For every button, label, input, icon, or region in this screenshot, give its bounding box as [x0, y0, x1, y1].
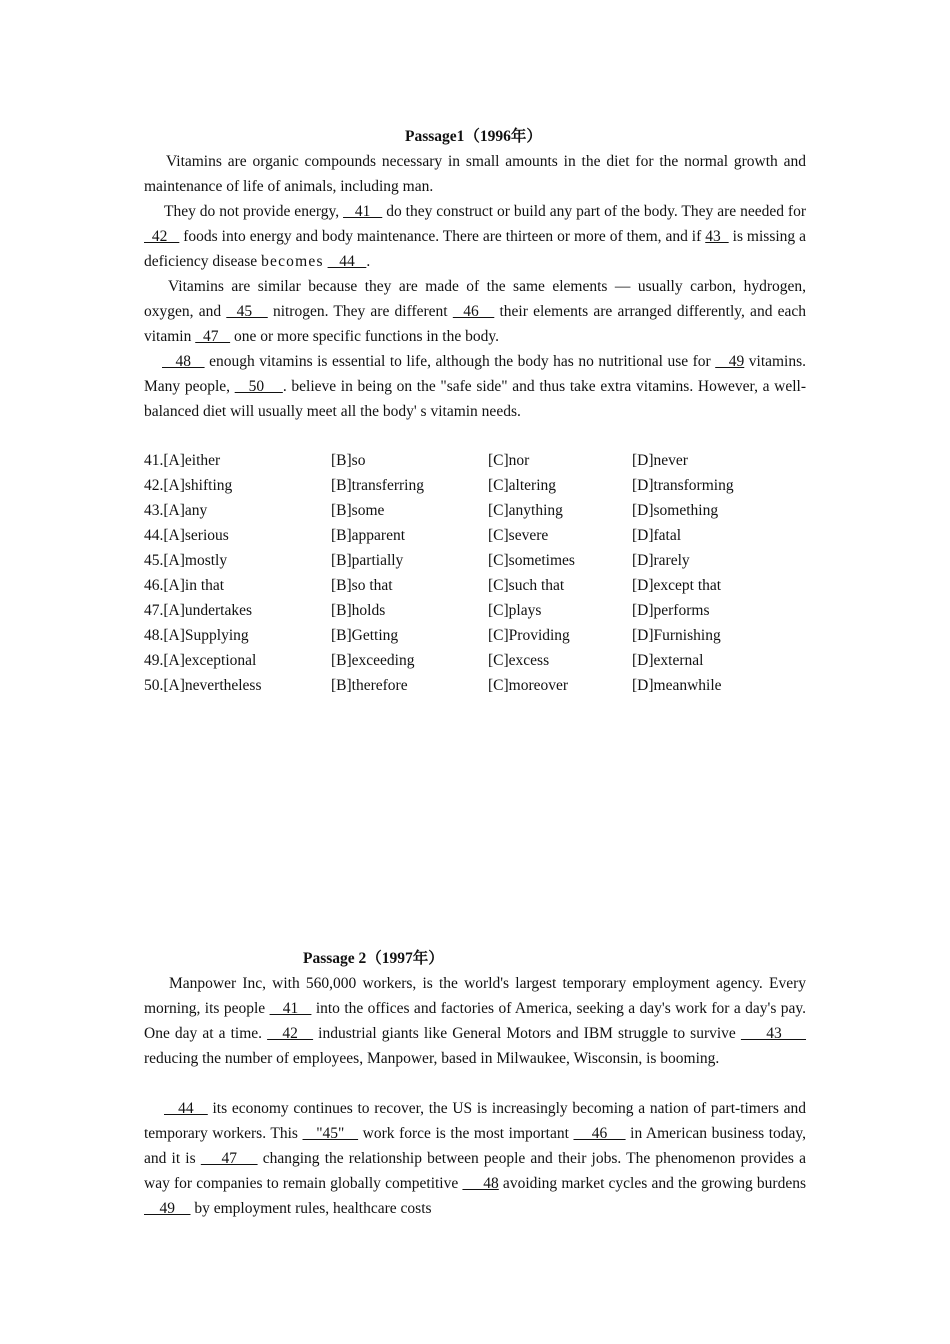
text-run: Vitamins are similar because they are made of the same elements — usually carbon, hydrogen, oxygen, and — [144, 278, 806, 320]
option: [C]Providing — [488, 627, 570, 644]
option: [C]sometimes — [488, 552, 575, 569]
blank-47: 47 — [200, 1150, 258, 1167]
text-run: their elements are arranged differently, and each vitamin — [144, 303, 807, 345]
text-run: is missing a deficiency disease — [144, 228, 807, 270]
blank-43: 43 — [705, 228, 729, 245]
option: 49.[A]exceptional — [144, 652, 257, 669]
passage1-paragraph-1: Vitamins are organic compounds necessary in small amounts in the diet for the normal growth and maintenance of life of animals, including man. — [144, 153, 806, 195]
blank-41: 41 — [343, 203, 383, 220]
option: [C]moreover — [488, 677, 569, 694]
option: [B]some — [331, 502, 385, 519]
text-run: do they construct or build any part of the body. They are needed for — [382, 203, 807, 220]
option-row-48 — [144, 623, 844, 648]
text-run: industrial giants like General Motors and IBM struggle to survive — [313, 1025, 741, 1042]
option-row-50 — [144, 673, 844, 698]
option: [D]performs — [632, 602, 710, 619]
option: 43.[A]any — [144, 502, 208, 519]
blank-47: 47 — [195, 328, 231, 345]
option-row-49 — [144, 648, 844, 673]
option: [D]fatal — [632, 527, 682, 544]
option: [D]transforming — [632, 477, 734, 494]
option: [D]external — [632, 652, 704, 669]
text-run: changing the relationship between people and their jobs. The phenomenon provides a way for companies to remain globally competitive — [144, 1150, 806, 1192]
passage2-title: Passage 2（1997年） — [303, 950, 444, 967]
option: [B]partially — [331, 552, 404, 569]
text-run: They do not provide energy, — [164, 203, 344, 220]
text-run: into the offices and factories of America, seeking a day's work for a day's pay. One day at a time. — [144, 1000, 806, 1042]
text-run: enough vitamins is essential to life, although the body has no nutritional use for — [204, 353, 716, 370]
options-list — [144, 448, 844, 698]
option-row-44 — [144, 523, 844, 548]
blank-41: 41 — [269, 1000, 312, 1017]
text-run: one or more specific functions in the body. — [230, 328, 499, 345]
option: [D]something — [632, 502, 719, 519]
option: [D]never — [632, 452, 688, 469]
option: [B]Getting — [331, 627, 399, 644]
text-run: . — [366, 253, 371, 270]
option: [D]rarely — [632, 552, 690, 569]
option: 47.[A]undertakes — [144, 602, 253, 619]
text-run: its economy continues to recover, the US is increasingly becoming a nation of part-timers and temporary workers. This — [144, 1100, 806, 1142]
option: [D]except that — [632, 577, 722, 594]
blank-44: 44 — [327, 253, 367, 270]
option: [D]meanwhile — [632, 677, 722, 694]
option: [B]so — [331, 452, 366, 469]
blank-50: 50 — [234, 378, 283, 395]
option: 42.[A]shifting — [144, 477, 233, 494]
option: 41.[A]either — [144, 452, 221, 469]
blank-49: 49 — [144, 1200, 191, 1217]
option-row-42 — [144, 473, 844, 498]
text-run: reducing the number of employees, Manpower, based in Milwaukee, Wisconsin, is booming. — [144, 1050, 720, 1067]
passage1-title: Passage1（1996年） — [405, 128, 542, 145]
option: [B]so that — [331, 577, 393, 594]
option-row-43 — [144, 498, 844, 523]
passage1-paragraph-4 — [144, 349, 806, 424]
option: [C]such that — [488, 577, 565, 594]
option: [C]anything — [488, 502, 563, 519]
option: [C]severe — [488, 527, 549, 544]
blank-49: 49 — [715, 353, 745, 370]
blank-42: 42 — [144, 228, 180, 245]
blank-45: "45" — [302, 1125, 359, 1142]
option: [C]altering — [488, 477, 557, 494]
passage2-paragraph-1 — [144, 971, 806, 1071]
option: [B]holds — [331, 602, 386, 619]
option: 46.[A]in that — [144, 577, 225, 594]
option: [B]transferring — [331, 477, 424, 494]
option: [B]exceeding — [331, 652, 415, 669]
passage2-paragraph-2 — [144, 1096, 806, 1221]
text-run: becomes — [261, 253, 324, 270]
text-run: Manpower Inc, with 560,000 workers, is the world's largest temporary employment agency. Every morning, its people — [144, 975, 806, 1017]
passage1-paragraph-3 — [144, 274, 806, 349]
blank-48: 48 — [462, 1175, 499, 1192]
option-row-41 — [144, 448, 844, 473]
text-run: avoiding market cycles and the growing burdens — [498, 1175, 806, 1192]
text-run: nitrogen. They are different — [267, 303, 453, 320]
text-run: vitamins. Many people, — [144, 353, 807, 395]
blank-44: 44 — [164, 1100, 208, 1117]
text-run: . believe in being on the "safe side" and thus take extra vitamins. However, a well-balanced diet will usually meet all the body' s vitamin needs. — [144, 378, 806, 420]
text-run: work force is the most important — [358, 1125, 574, 1142]
option: 45.[A]mostly — [144, 552, 228, 569]
blank-46: 46 — [452, 303, 495, 320]
blank-48: 48 — [162, 353, 205, 370]
text-run: by employment rules, healthcare costs — [190, 1200, 432, 1217]
option-row-47 — [144, 598, 844, 623]
option: [D]Furnishing — [632, 627, 721, 644]
blank-45: 45 — [226, 303, 268, 320]
option: 50.[A]nevertheless — [144, 677, 262, 694]
blank-46: 46 — [573, 1125, 626, 1142]
option-row-45 — [144, 548, 844, 573]
option: 48.[A]Supplying — [144, 627, 249, 644]
passage1-paragraph-2 — [144, 199, 806, 274]
option: [C]excess — [488, 652, 550, 669]
option: [C]plays — [488, 602, 542, 619]
blank-43: 43 — [740, 1025, 807, 1042]
option: [C]nor — [488, 452, 530, 469]
blank-42: 42 — [267, 1025, 314, 1042]
text-run: foods into energy and body maintenance. There are thirteen or more of them, and if — [179, 228, 706, 245]
text-run: in American business today, and it is — [144, 1125, 807, 1167]
option: [B]therefore — [331, 677, 408, 694]
option-row-46 — [144, 573, 844, 598]
option: [B]apparent — [331, 527, 406, 544]
option: 44.[A]serious — [144, 527, 229, 544]
